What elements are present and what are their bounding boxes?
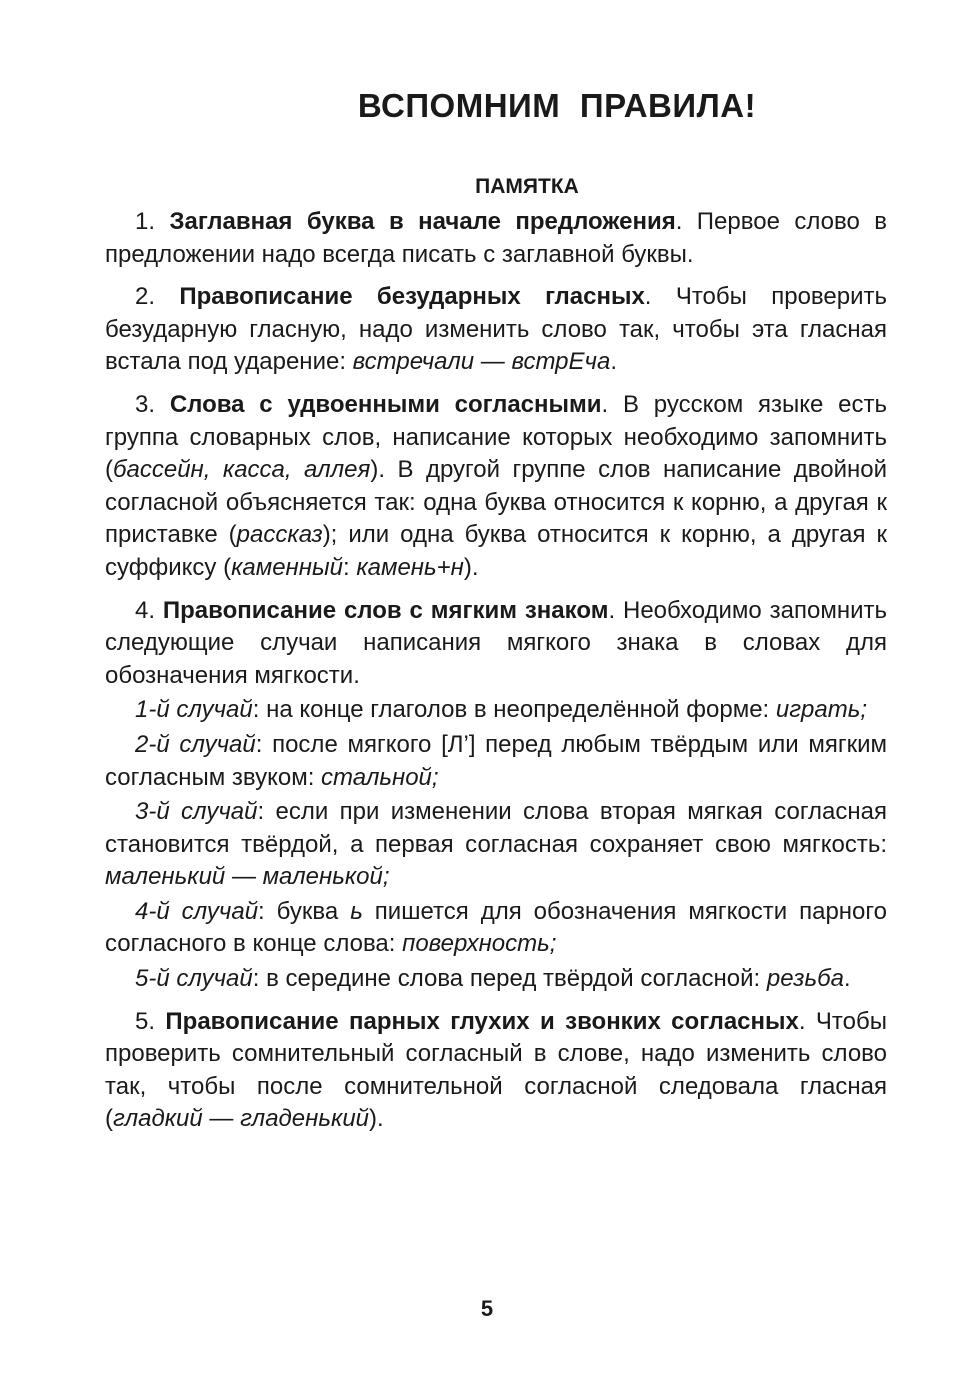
case-label: 5-й случай (135, 965, 253, 993)
case-label: 1-й случай (135, 696, 253, 724)
rule-3-example-3: каменный (231, 553, 343, 581)
rule-3-example-4: камень+н (356, 553, 464, 581)
case-example: стальной; (321, 763, 439, 791)
rule-4-case-1 (105, 694, 887, 727)
rule-5-number: 5. (135, 1007, 166, 1035)
rule-5-example-2: гладенький (240, 1105, 370, 1133)
rule-4-text: . Необходимо запомнить следующие случаи написания мягкого знака в словах для обозначения мягкости. (105, 596, 887, 689)
rule-1-text: . Первое слово в предложении надо всегда писать с заглавной буквы. (105, 208, 887, 268)
case-label: 4-й случай (135, 897, 259, 925)
rule-5 (105, 1006, 887, 1136)
rule-4-case-5 (105, 963, 887, 996)
rule-3-number: 3. (135, 390, 170, 418)
rule-3-example-1: бассейн, касса, аллея (113, 456, 371, 484)
rule-3-text-4: : (342, 553, 357, 581)
case-example: маленький — маленькой; (105, 863, 390, 891)
case-letter: ь (350, 897, 363, 925)
rule-3-text-3: ); или одна буква относится к корню, а другая к суффиксу ( (105, 521, 887, 581)
rule-2-text: . Чтобы проверить безударную гласную, надо изменить слово так, чтобы эта гласная встала под ударение: (105, 283, 888, 376)
case-example: играть; (775, 696, 868, 724)
case-end: . (843, 965, 851, 993)
case-example: резьба (766, 965, 844, 993)
rule-1-number: 1. (135, 208, 170, 235)
rule-5-text: . Чтобы проверить сомнительный согласный в слове, надо изменить слово так, чтобы после сомнительной согласной следовала гласная ( (105, 1007, 887, 1133)
rule-4 (105, 595, 887, 693)
rule-4-number: 4. (135, 596, 163, 624)
rule-5-end: ). (369, 1105, 384, 1133)
page-title: ВСПОМНИМ ПРАВИЛА! (357, 87, 757, 124)
rule-4-heading: Правописание слов с мягким знаком (162, 596, 609, 624)
rule-3-heading: Слова с удвоенными согласными (169, 390, 602, 418)
case-text: : на конце глаголов в неопределённой форме: (252, 696, 776, 724)
rule-3-text-1: . В русском языке есть группа словарных слов, написание которых необходимо запомнить ( (105, 390, 887, 484)
rule-2-example-2: встрЕча (511, 348, 611, 376)
rule-2-end: . (610, 348, 617, 376)
rule-2-example-1: встречали (352, 348, 475, 376)
rule-4-case-2 (105, 729, 887, 794)
rule-2-number: 2. (135, 283, 180, 311)
case-text: : в середине слова перед твёрдой согласной: (252, 965, 767, 993)
rule-2 (105, 281, 887, 379)
case-text: : после мягкого [Л’] перед любым твёрдым или мягким согласным звуком: (105, 730, 887, 791)
case-text: : если при изменении слова вторая мягкая согласная становится твёрдой, а первая согласная сохраняет свою мягкость: (105, 798, 887, 858)
case-text: : буква (258, 897, 351, 925)
case-text-2: пишется для обозначения мягкости парного согласного в конце слова: (105, 897, 887, 958)
page-number: 5 (480, 1296, 494, 1321)
rule-2-dash: — (474, 348, 512, 376)
rule-3-end: ). (463, 553, 479, 581)
case-example: поверхность; (402, 930, 557, 958)
page-content (105, 82, 887, 1136)
rule-3 (105, 389, 887, 585)
rule-3-text-2: ). В другой группе слов написание двойной согласной объясняется так: одна буква относится к корню, а другая к приставке ( (105, 456, 888, 549)
case-label: 2-й случай (135, 730, 256, 758)
case-label: 3-й случай (135, 798, 258, 826)
rule-2-heading: Правописание безударных гласных (179, 283, 645, 311)
rule-4-case-4 (105, 896, 887, 961)
rule-5-heading: Правописание парных глухих и звонких согласных (165, 1007, 799, 1035)
rule-3-example-2: рассказ (236, 521, 323, 549)
rule-5-dash: — (202, 1105, 241, 1133)
rule-1 (105, 206, 887, 271)
rule-5-example-1: гладкий (113, 1105, 203, 1133)
rule-4-case-3 (105, 796, 887, 894)
rule-1-heading: Заглавная буква в начале предложения (169, 208, 676, 235)
section-subtitle: ПАМЯТКА (475, 175, 579, 198)
